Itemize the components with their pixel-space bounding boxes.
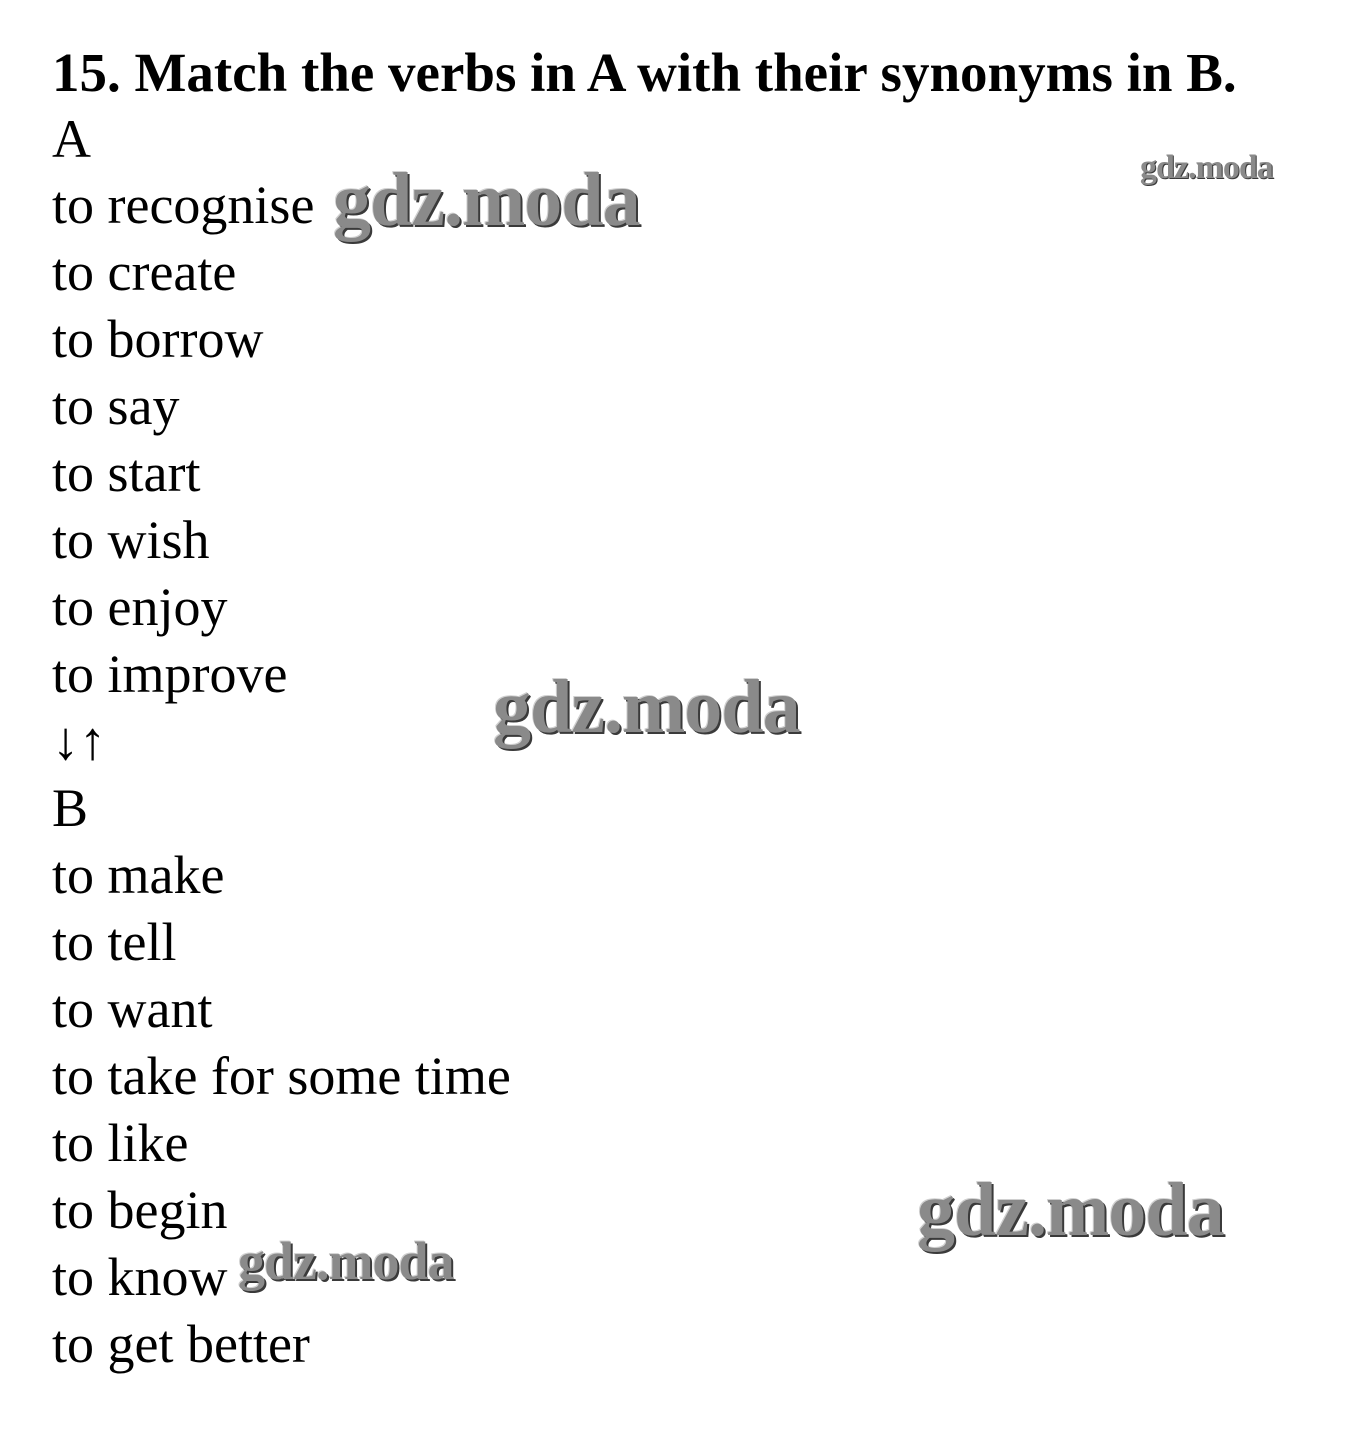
section-b-item: to tell (52, 912, 177, 972)
swap-arrows: ↓↑ (52, 711, 106, 771)
section-b-item: to want (52, 979, 213, 1039)
section-a-item: to borrow (52, 309, 264, 369)
section-a-item: to recognise (52, 175, 315, 235)
section-a-item: to say (52, 376, 180, 436)
section-b-item: to get better (52, 1314, 310, 1374)
watermark: gdz.moda (1140, 149, 1273, 186)
watermark: gdz.moda (238, 1231, 454, 1291)
section-b-item: to make (52, 845, 225, 905)
section-b-item: to like (52, 1113, 189, 1173)
section-a-label: A (52, 109, 91, 169)
section-b-item: to begin (52, 1180, 228, 1240)
section-b-item: to take for some time (52, 1046, 511, 1106)
section-a-item: to create (52, 242, 237, 302)
exercise-heading: 15. Match the verbs in A with their synonyms in B. (52, 42, 1237, 103)
section-a-item: to improve (52, 644, 288, 704)
watermark: gdz.moda (333, 158, 640, 242)
section-a-item: to start (52, 443, 201, 503)
section-a-item: to wish (52, 510, 210, 570)
watermark: gdz.moda (493, 665, 800, 749)
watermark: gdz.moda (917, 1168, 1224, 1252)
section-b-item: to know (52, 1247, 228, 1307)
section-a-item: to enjoy (52, 577, 228, 637)
section-b-label: B (52, 778, 89, 838)
